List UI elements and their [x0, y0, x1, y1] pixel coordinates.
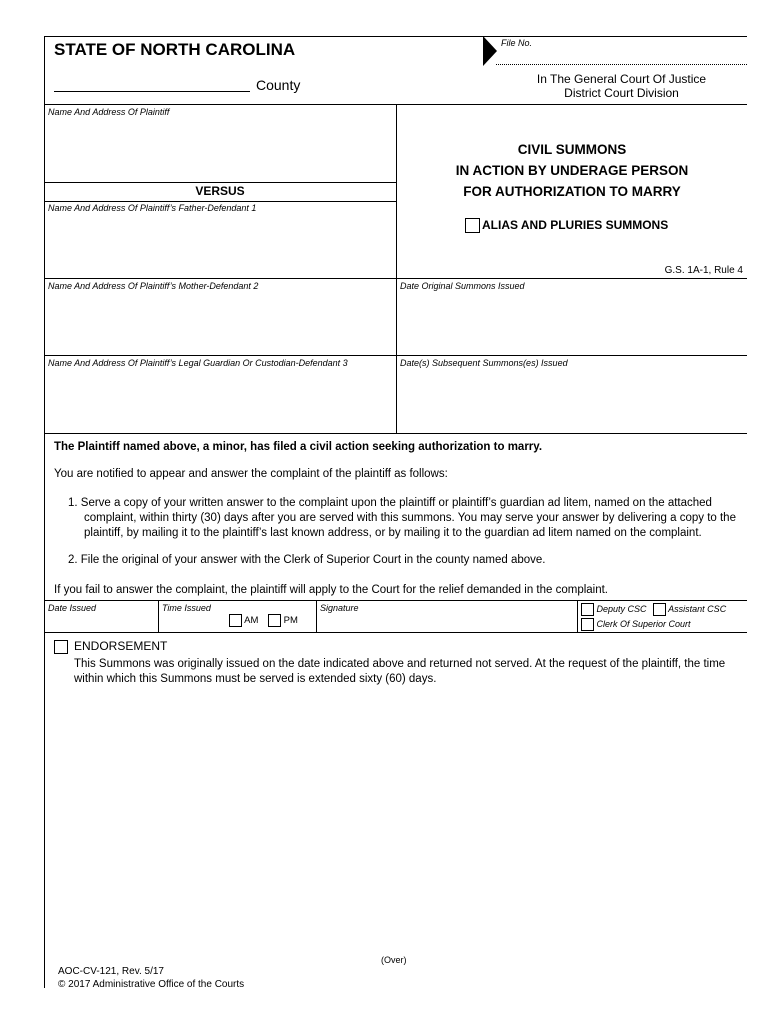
endorsement-checkbox[interactable] [54, 640, 68, 654]
signature-label: Signature [320, 603, 359, 613]
file-no-marker-icon [483, 36, 497, 66]
defendant2-label: Name And Address Of Plaintiff’s Mother-Defendant 2 [48, 281, 259, 291]
issuance-divider-2 [316, 600, 317, 632]
endorsement-text [74, 657, 746, 687]
file-no-line [496, 64, 747, 65]
endorsement-option [54, 639, 167, 654]
issuance-divider-3 [577, 600, 578, 632]
defendant1-label: Name And Address Of Plaintiff’s Father-Defendant 1 [48, 203, 257, 213]
issuance-bottom-line [44, 632, 747, 633]
am-label: AM [244, 615, 259, 627]
court-line-2: District Court Division [564, 86, 679, 100]
alias-option [465, 218, 668, 233]
deputy-label: Deputy CSC [596, 603, 647, 614]
clerk-checkbox[interactable] [581, 618, 594, 631]
pm-option [268, 614, 298, 627]
versus-top-line [44, 182, 396, 183]
alias-checkbox[interactable] [465, 218, 480, 233]
copyright: © 2017 Administrative Office of the Courts [58, 979, 245, 990]
state-title: STATE OF NORTH CAROLINA [54, 40, 296, 59]
time-issued-label: Time Issued [162, 603, 211, 613]
deputy-option [581, 603, 647, 616]
clerk-option [581, 618, 691, 631]
left-border [44, 36, 45, 988]
row-divider-1 [44, 278, 747, 279]
am-checkbox[interactable] [229, 614, 242, 627]
top-border-right [483, 36, 747, 37]
failure-notice: If you fail to answer the complaint, the plaintiff will apply to the Court for the relief demanded in the complaint. [54, 584, 609, 596]
versus-bottom-line [44, 201, 396, 202]
endorsement-line-1: This Summons was originally issued on the date indicated above and returned not served. At the request of the plaintiff, the time [74, 658, 726, 670]
instruction-1-line-2: complaint, within thirty (30) days after you are served with this summons. You may serve your answer by delivering a copy to the [84, 512, 736, 524]
file-no-label: File No. [501, 38, 533, 48]
form-footer [58, 965, 244, 991]
summons-title [397, 139, 747, 202]
plaintiff-label: Name And Address Of Plaintiff [48, 107, 170, 117]
signature-field[interactable] [320, 614, 574, 630]
instruction-2: 2. File the original of your answer with the Clerk of Superior Court in the county named above. [68, 554, 546, 566]
date-original-field[interactable] [400, 293, 743, 353]
deputy-checkbox[interactable] [581, 603, 594, 616]
endorsement-label: ENDORSEMENT [74, 639, 168, 653]
versus-heading: VERSUS [195, 184, 245, 198]
assistant-checkbox[interactable] [653, 603, 666, 616]
plaintiff-field[interactable] [48, 120, 392, 180]
court-line-1: In The General Court Of Justice [536, 72, 707, 86]
instruction-1-line-1: 1. Serve a copy of your written answer to the complaint upon the plaintiff or plaintiff’s guardian ad litem, named on the attached [68, 497, 712, 509]
statute-ref: G.S. 1A-1, Rule 4 [664, 265, 743, 276]
pm-label: PM [283, 615, 298, 627]
clerk-label: Clerk Of Superior Court [596, 618, 691, 629]
top-border [44, 36, 483, 37]
assistant-label: Assistant CSC [668, 603, 727, 614]
county-field[interactable] [54, 91, 250, 92]
row-divider-2 [44, 355, 747, 356]
over-note: (Over) [381, 955, 407, 965]
court-name [496, 72, 747, 100]
date-subsequent-label: Date(s) Subsequent Summons(es) Issued [400, 358, 568, 368]
title-line-3: FOR AUTHORIZATION TO MARRY [463, 184, 681, 199]
assistant-option [653, 603, 726, 616]
form-number: AOC-CV-121, Rev. 5/17 [58, 966, 164, 977]
row-divider-3 [44, 433, 747, 434]
date-subsequent-field[interactable] [400, 370, 743, 430]
title-line-2: IN ACTION BY UNDERAGE PERSON [455, 163, 689, 178]
defendant2-field[interactable] [48, 293, 392, 353]
defendant1-field[interactable] [48, 215, 392, 275]
county-label: County [256, 77, 301, 93]
alias-label: ALIAS AND PLURIES SUMMONS [482, 218, 669, 232]
defendant3-field[interactable] [48, 370, 392, 430]
pm-checkbox[interactable] [268, 614, 281, 627]
endorsement-line-2: within which this Summons must be served is extended sixty (60) days. [74, 673, 437, 685]
instruction-1-line-3: plaintiff, by mailing it to the plaintiff’s last known address, or by mailing it to the guardian ad litem named on the complaint. [84, 527, 702, 539]
issuance-top-line [44, 600, 747, 601]
date-issued-label: Date Issued [48, 603, 97, 613]
defendant3-label: Name And Address Of Plaintiff’s Legal Guardian Or Custodian-Defendant 3 [48, 358, 348, 368]
am-option [229, 614, 258, 627]
notice-text: You are notified to appear and answer the complaint of the plaintiff as follows: [54, 468, 448, 480]
title-line-1: CIVIL SUMMONS [517, 142, 627, 157]
instruction-1 [68, 496, 748, 541]
date-original-label: Date Original Summons Issued [400, 281, 525, 291]
intro-text: The Plaintiff named above, a minor, has filed a civil action seeking authorization to marry. [54, 441, 543, 453]
issuance-divider-1 [158, 600, 159, 632]
